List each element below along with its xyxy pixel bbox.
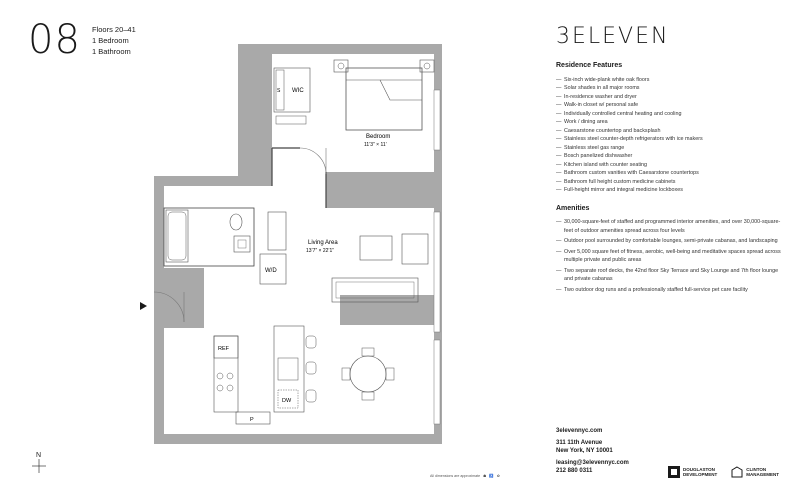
features-panel (556, 62, 781, 304)
clinton-logo (731, 466, 779, 478)
unit-bedrooms: 1 Bedroom (92, 36, 129, 45)
list-item: — Solar shades in all major rooms (556, 84, 781, 93)
unit-number: 08 (28, 17, 81, 63)
clinton-line2: MANAGEMENT (746, 472, 780, 477)
email-link[interactable]: leasing@3elevennyc.com (556, 460, 629, 466)
p-label: P (250, 417, 254, 423)
column-block (238, 54, 272, 182)
address-line1: 311 11th Avenue (556, 440, 603, 446)
clinton-line1: CLINTON (746, 466, 767, 472)
list-item: — 30,000-square-feet of staffed and programmed interior amenities, and over 30,000-square-feet of outdoor amenities spread across four levels (556, 218, 781, 235)
floor-plan (140, 40, 450, 450)
north-indicator (32, 452, 46, 475)
equal-housing-icon: ☗ (483, 474, 487, 478)
list-item: — Two separate roof decks, the 42nd floor Sky Terrace and Sky Lounge and 7th floor lounge and private cabanas (556, 267, 781, 284)
column-block (340, 295, 434, 325)
address-line2: New York, NY 10001 (556, 448, 613, 454)
douglaston-line1: DOUGLASTON (683, 466, 715, 472)
list-item: — Six-inch wide-plank white oak floors (556, 76, 781, 85)
list-item: — In-residence washer and dryer (556, 93, 781, 102)
bedroom-size: 11’3” × 11’ (364, 142, 387, 148)
list-item: — Bathroom custom vanities with Caesarstone countertops (556, 169, 781, 178)
unit-floors: Floors 20–41 (92, 25, 136, 34)
list-item: — Caesarstone countertop and backsplash (556, 127, 781, 136)
douglaston-mark-icon (668, 466, 680, 478)
amenities-list (556, 218, 781, 294)
amenities-title: Amenities (556, 204, 590, 212)
brand-logo: 3ELEVEN (556, 24, 670, 49)
column-block (326, 172, 434, 208)
residence-features-title: Residence Features (556, 62, 623, 69)
disclaimer (430, 474, 500, 478)
safe-label: S (277, 88, 281, 94)
partner-logos (668, 466, 779, 478)
contact-block (556, 427, 629, 475)
bedroom-label: Bedroom (366, 134, 391, 140)
disclaimer-text: All dimensions are approximate (430, 474, 481, 478)
list-item: — Over 5,000 square feet of fitness, aerobic, well-being and meditative spaces spread across multiple private and public areas (556, 248, 781, 265)
ref-label: REF (218, 346, 229, 352)
accessibility-icon: ♿ (489, 474, 494, 478)
list-item: — Full-height mirror and integral medicine lockboxes (556, 186, 781, 195)
list-item: — Stainless steel counter-depth refrigerators with ice makers (556, 135, 781, 144)
unit-info (92, 24, 136, 57)
list-item: — Bosch panelized dishwasher (556, 152, 781, 161)
unit-bathrooms: 1 Bathroom (92, 47, 131, 56)
dw-label: DW (282, 398, 292, 404)
list-item: — Individually controlled central heating and cooling (556, 110, 781, 119)
wic-label: WIC (292, 88, 304, 94)
list-item: — Bathroom full height custom medicine cabinets (556, 178, 781, 187)
list-item: — Walk-in closet w/ personal safe (556, 101, 781, 110)
residence-features-list (556, 76, 781, 195)
north-label: N (36, 452, 42, 459)
living-label: Living Area (308, 240, 338, 246)
website-link[interactable]: 3elevennyc.com (556, 428, 603, 434)
list-item: — Kitchen island with counter seating (556, 161, 781, 170)
list-item: — Two outdoor dog runs and a professionally staffed full-service pet care facility (556, 286, 781, 295)
compass-icon (32, 459, 46, 473)
douglaston-line2: DEVELOPMENT (683, 472, 718, 477)
list-item: — Outdoor pool surrounded by comfortable lounges, semi-private cabanas, and landscaping (556, 237, 781, 246)
list-item: — Work / dining area (556, 118, 781, 127)
phone-number: 212 880 0311 (556, 468, 593, 474)
douglaston-logo (668, 466, 717, 478)
clinton-mark-icon (731, 466, 743, 478)
entry-arrow (140, 302, 147, 310)
wd-label: W/D (265, 268, 277, 274)
pet-icon: ✿ (496, 474, 500, 478)
living-size: 13’7” × 22’1” (306, 248, 334, 254)
list-item: — Stainless steel gas range (556, 144, 781, 153)
